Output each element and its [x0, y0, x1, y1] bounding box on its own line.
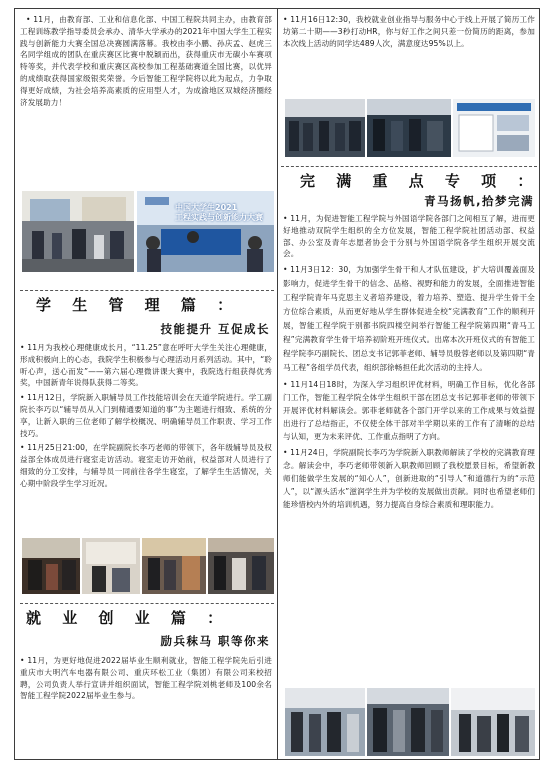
section-title-employ: 就 业 创 业 篇 ：: [26, 609, 231, 627]
special-paragraph-1: • 11月，为促进智能工程学院与外国语学院各部门之间相互了解，进而更好地推动双院学生组织的全方位发展，智能工程学院社团活动部、权益部、办公室及青年志愿者协会于分别与外国语学院各学生组织开展交流会。: [283, 214, 535, 259]
special-paragraph-3: • 11月14日18时，为深入学习组织评优材料，明确工作目标，优化各部门工作，智能工程学院全体学生组织干部在团总支书记郭菲老师的带领下开展评优材料解读会。郭菲老师就各个部门开学以来的工作成果与效益提出进行了总结指正，不仅使全体干部对半学期以来的工作有了清晰的总结与认知，更为未来评优、工作重点指明了方向。: [283, 380, 535, 442]
column-divider: [277, 8, 278, 760]
photo-meeting-3: [451, 688, 535, 756]
banner-text: 中国大学生2021 工程实践与创新能力大赛: [175, 203, 263, 222]
section-title-student: 学 生 管 理 篇 ：: [36, 296, 241, 314]
photo-meeting-1: [285, 688, 365, 756]
photo-award-banner: [137, 191, 274, 272]
employ-body: [20, 655, 272, 702]
photo-competition-room: [22, 191, 134, 272]
student-paragraph-2: • 11月12日，学院新入职辅导员工作技能培训会在天道学院进行。学工副院长李巧以“辅导员从入门到精通要知道的事”为主题进行细致、系统的分享，让新入职的三位老师了解学校概况、明确辅导员工作职责、学习工作技巧。: [20, 393, 272, 438]
photo-online-screen: [453, 99, 535, 157]
photo-workshop-1: [285, 99, 365, 157]
photo-dorm-visit-1: [142, 538, 206, 594]
section-line-employ: [20, 603, 274, 604]
photo-training-1: [22, 538, 80, 594]
right-top-body: [283, 14, 535, 49]
section-line-special: [281, 166, 537, 167]
left-column: [20, 14, 272, 108]
special-body: [283, 213, 535, 511]
resume-workshop-paragraph: • 11月16日12:30，我校就业创业指导与服务中心于线上开展了简历工作坊第二十期——3秒打动HR，你与好工作之间只差一份简历的距离，参加本次线上活动的同学达489人次，满意度达95%以上。: [283, 15, 535, 48]
section-subtitle-employ: 励兵秣马 职等你来: [160, 634, 270, 648]
section-subtitle-special: 青马扬帆,拾梦完满: [424, 194, 534, 208]
section-title-special: 完 满 重 点 专 项 ：: [300, 172, 541, 190]
photo-workshop-2: [367, 99, 451, 157]
intro-paragraph: • 11月，由教育部、工业和信息化部、中国工程院共同主办，由教育部工程训练教学指导委员会承办、清华大学承办的2021年中国大学生工程实践与创新能力大赛全国总决赛圆满落幕。我校由李小鹏、孙庆孟、赵虎三名同学组成的团队在重庆赛区比赛中脱颖而出，获得重庆市无碳小车赛项特等奖，并代表学校和重庆赛区高校参加工程基础赛道全国比赛，以优异的成绩取获得国家级银奖荣誉。今后智能工程学院将以此为起点，力争取得更好成绩，为社会培养高素质的应用型人才，为成渝地区双城经济圈经济发展助力！: [20, 15, 272, 107]
section-subtitle-student: 技能提升 互促成长: [160, 322, 270, 336]
photo-dorm-visit-2: [208, 538, 274, 594]
student-paragraph-1: • 11月为我校心理健康成长月，“11.25”意在呼吁大学生关注心理健康，形成积极向上的心态，我院学生积极参与心理活动月系列活动。其中，“聆听心声，送心而发”——第六届心理微讲课大赛中，我院选行组获得优秀奖，中国新青年说得队获得二等奖。: [20, 343, 272, 388]
special-paragraph-4: • 11月24日，学院副院长李巧为学院新入职教师解读了学校的完满教育理念。解读会中，李巧老师带领新入职教师回顾了我校愿景目标，希望新教师们能做学生发展的“知心人”，创新进取的“引导人”和道德行为的“示范人”，以“源头活水”滋润学生并为学校的发展做出贡献。同时也希望老师们能珍惜校内外的培训机遇，努力提高自身综合素质和理职能力。: [283, 448, 535, 510]
student-paragraph-3: • 11月25日21:00，在学院副院长李巧老师的带领下，各年级辅导员及权益部全体成员进行寝室走访活动。寝室走访开始前，权益部对人员进行了细致的分工安排，与辅导员一同前往各学生寝室，了解学生生活情况，关心期中阶段学生学习近况。: [20, 443, 272, 488]
special-paragraph-2: • 11月3日12：30，为加强学生骨干和人才队伍建设，扩大培训覆盖面及影响力，促进学生骨干的信念、品格、视野和能力的发展，全面推进智能工程学院青年马克思主义者培养建设，着力培养、塑造、提升学生骨干全方位综合素质，从而更好地从学生群体促进全校“完满教育”工作的顺利开展，智能工程学院于别都书院四楼空间举行智能工程学院第四期“青马工程”完满教育学生骨干培养初阶班开班仪式。出席本次开班仪式的有智能工程学院李巧副院长、团总支书记郭菲老师、辅导员殷蓉老师以及第四期“青马工程”各组学员代表，组织部徐畅担任此次活动的主持人。: [283, 265, 535, 373]
student-body: [20, 342, 272, 490]
section-line-student: [20, 290, 274, 291]
photo-training-2: [82, 538, 140, 594]
photo-meeting-2: [367, 688, 449, 756]
employ-paragraph-1: • 11月，为更好地促进2022届毕业生顺利就业，智能工程学院先后引进重庆市大明汽车电器有限公司、重庆环松工业（集团）有限公司来校招聘，公司负责人举行宣讲并组织面试，智能工程学院刘桃老师及100余名智能工程学院2022届毕业生参与。: [20, 656, 272, 701]
